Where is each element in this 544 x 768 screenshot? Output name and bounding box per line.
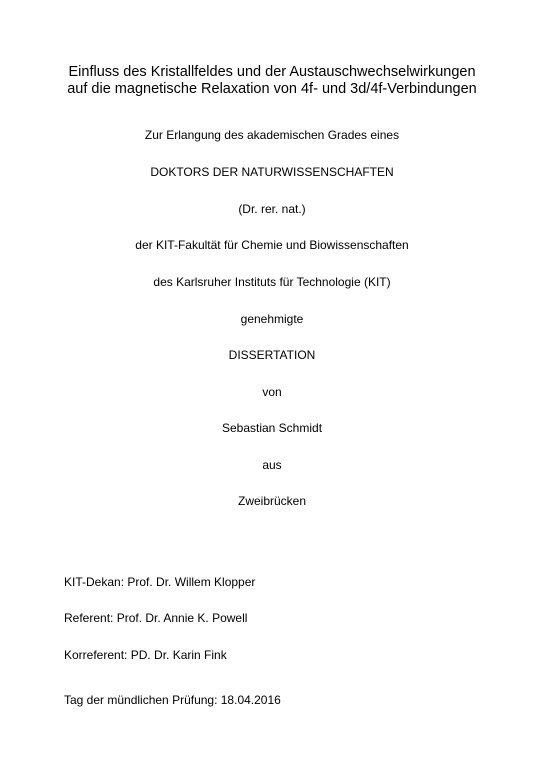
by-text: von [262,385,282,399]
degree-purpose-text: Zur Erlangung des akademischen Grades eines [144,128,400,142]
degree-name: DOKTORS DER NATURWISSENSCHAFTEN [150,165,394,179]
institute-name: des Karlsruher Instituts für Technologie (KIT) [153,275,391,289]
birthplace: Zweibrücken [237,494,307,508]
approved-text: genehmigte [240,312,304,326]
from-text: aus [262,458,282,472]
faculty-name: der KIT-Fakultät für Chemie und Biowissenschaften [135,238,409,252]
document-type: DISSERTATION [228,348,316,362]
referee-line: Referent: Prof. Dr. Annie K. Powell [64,611,248,625]
co-referee-line: Korreferent: PD. Dr. Karin Fink [64,648,227,662]
thesis-title-line-2: auf die magnetische Relaxation von 4f- und 3d/4f-Verbindungen [67,81,477,97]
oral-exam-date-line: Tag der mündlichen Prüfung: 18.04.2016 [64,693,281,707]
degree-abbreviation: (Dr. rer. nat.) [238,202,306,216]
thesis-title [0,64,544,98]
author-name: Sebastian Schmidt [221,421,323,435]
thesis-title-line-1: Einfluss des Kristallfeldes und der Austauschwechselwirkungen [68,64,476,80]
dean-line: KIT-Dekan: Prof. Dr. Willem Klopper [64,575,256,589]
